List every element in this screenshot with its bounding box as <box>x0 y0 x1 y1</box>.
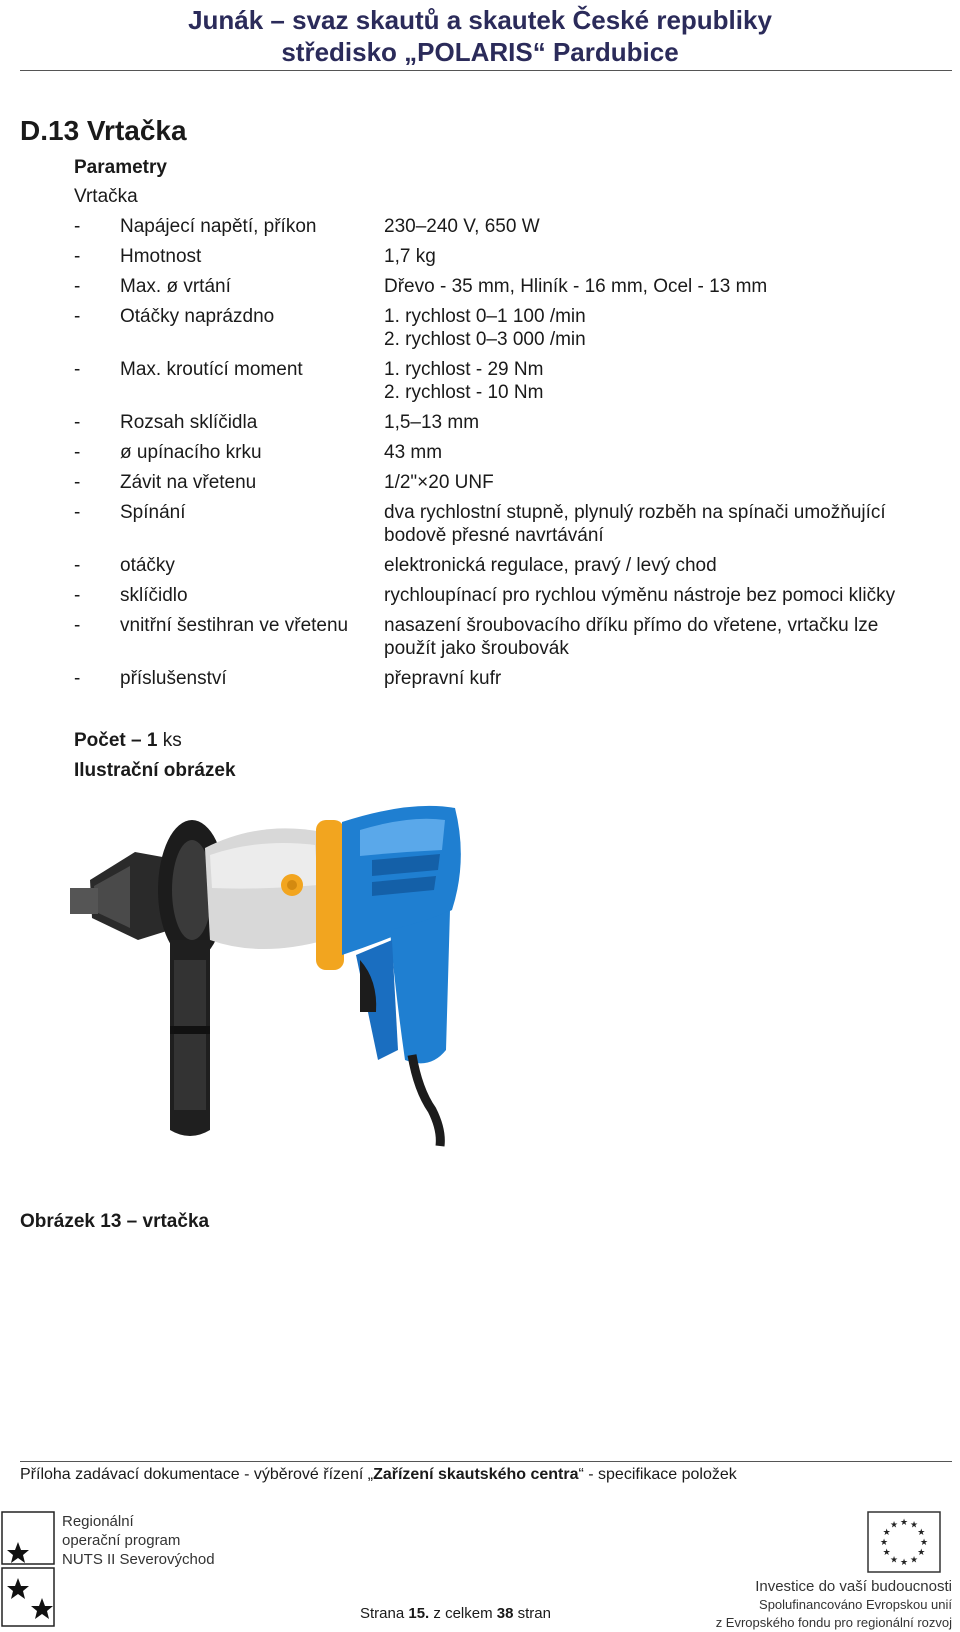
spec-value <box>384 215 944 238</box>
item-name: Vrtačka <box>74 186 138 207</box>
eu-star-icon: ★ <box>917 1547 926 1557</box>
spec-value-line: 1. rychlost - 29 Nm <box>384 359 544 380</box>
spec-value <box>384 554 944 577</box>
spec-value-line: 1. rychlost 0–1 100 /min <box>384 306 586 327</box>
spec-dash: - <box>74 442 81 463</box>
spec-value <box>384 584 944 607</box>
eu-star-icon: ★ <box>917 1527 926 1537</box>
drill-image <box>60 790 480 1150</box>
spec-label: Spínání <box>120 502 186 523</box>
spec-label: sklíčidlo <box>120 585 188 606</box>
spec-value <box>384 305 944 351</box>
eu-star-icon: ★ <box>899 1517 909 1527</box>
eu-star-icon: ★ <box>909 1554 919 1565</box>
spec-value <box>384 245 944 268</box>
page-current: 15. <box>408 1605 430 1622</box>
spec-label: Max. kroutící moment <box>120 359 303 380</box>
eu-line-3: z Evropského fondu pro regionální rozvoj <box>715 1615 952 1630</box>
spec-value <box>384 441 944 464</box>
spec-dash: - <box>74 502 81 523</box>
spec-value-line: 1,5–13 mm <box>384 412 480 433</box>
spec-dash: - <box>74 306 81 327</box>
spec-value-line: 230–240 V, 650 W <box>384 216 540 237</box>
header-line-2: středisko „POLARIS“ Pardubice <box>281 37 679 67</box>
count <box>74 730 182 752</box>
header-line-1: Junák – svaz skautů a skautek České republiky <box>188 5 772 35</box>
spec-value-line: 43 mm <box>384 442 443 463</box>
spec-value-line: elektronická regulace, pravý / levý chod <box>384 555 717 576</box>
spec-dash: - <box>74 246 81 267</box>
spec-label: Závit na vřetenu <box>120 472 257 493</box>
page-number <box>360 1605 551 1622</box>
rop-line-3: NUTS II Severovýchod <box>62 1551 215 1568</box>
spec-value-line: Dřevo - 35 mm, Hliník - 16 mm, Ocel - 13 mm <box>384 276 768 297</box>
figure-caption: Obrázek 13 – vrtačka <box>20 1211 210 1232</box>
params-heading: Parametry <box>74 157 167 178</box>
spec-label: Otáčky naprázdno <box>120 306 275 327</box>
spec-value-line: použít jako šroubovák <box>384 638 569 659</box>
footer-note-text-before: Příloha zadávací dokumentace - výběrové řízení „ <box>20 1466 374 1483</box>
page-total: 38 <box>496 1605 514 1622</box>
spec-dash: - <box>74 555 81 576</box>
spec-value <box>384 275 944 298</box>
page-prefix: Strana <box>360 1605 409 1622</box>
spec-value-line: nasazení šroubovacího dříku přímo do vřetene, vrtačku lze <box>384 615 879 636</box>
spec-value-line: dva rychlostní stupně, plynulý rozběh na spínači umožňující <box>384 502 886 523</box>
eu-star-icon: ★ <box>882 1547 891 1557</box>
spec-value-line: 1/2"×20 UNF <box>384 472 494 493</box>
count-number: 1 <box>146 730 158 751</box>
eu-star-icon: ★ <box>889 1554 899 1565</box>
spec-value-line: rychloupínací pro rychlou výměnu nástroje bez pomoci kličky <box>384 585 896 606</box>
illustration-heading: Ilustrační obrázek <box>74 760 236 781</box>
eu-star-icon: ★ <box>909 1519 919 1530</box>
spec-label: Rozsah sklíčidla <box>120 412 258 433</box>
eu-line-2: Spolufinancováno Evropskou unií <box>759 1597 952 1612</box>
footer-note-text-after: “ - specifikace položek <box>578 1466 737 1483</box>
eu-logo-text <box>700 1578 952 1632</box>
eu-star-icon: ★ <box>919 1537 929 1547</box>
spec-label: otáčky <box>120 555 175 576</box>
spec-dash: - <box>74 615 81 636</box>
spec-label: příslušenství <box>120 668 227 689</box>
spec-dash: - <box>74 276 81 297</box>
spec-dash: - <box>74 668 81 689</box>
footer-note-bold: Zařízení skautského centra <box>373 1466 579 1483</box>
spec-value-line: 2. rychlost - 10 Nm <box>384 382 544 403</box>
rop-line-2: operační program <box>62 1532 181 1549</box>
spec-value-line: 1,7 kg <box>384 246 436 267</box>
rop-line-1: Regionální <box>62 1513 134 1530</box>
footer-divider <box>20 1461 952 1462</box>
spec-label: Napájecí napětí, příkon <box>120 216 317 237</box>
section-title: D.13 Vrtačka <box>20 115 187 146</box>
eu-star-icon: ★ <box>889 1519 899 1530</box>
spec-dash: - <box>74 585 81 606</box>
spec-dash: - <box>74 412 81 433</box>
spec-value <box>384 471 944 494</box>
eu-star-icon: ★ <box>899 1557 909 1567</box>
spec-value <box>384 667 944 690</box>
rop-logo <box>0 1510 60 1628</box>
spec-label: Max. ø vrtání <box>120 276 231 297</box>
eu-star-icon: ★ <box>882 1527 891 1537</box>
spec-dash: - <box>74 216 81 237</box>
spec-value <box>384 614 944 660</box>
count-unit: ks <box>157 730 182 751</box>
spec-dash: - <box>74 472 81 493</box>
footer-note <box>20 1466 737 1484</box>
rop-logo-text <box>62 1512 215 1569</box>
spec-dash: - <box>74 359 81 380</box>
page-middle: z celkem <box>429 1605 497 1622</box>
spec-label: Hmotnost <box>120 246 202 267</box>
page-suffix: stran <box>513 1605 551 1622</box>
spec-value-line: 2. rychlost 0–3 000 /min <box>384 329 586 350</box>
eu-flag-logo <box>866 1510 942 1574</box>
spec-label: vnitřní šestihran ve vřetenu <box>120 615 349 636</box>
spec-label: ø upínacího krku <box>120 442 262 463</box>
eu-line-1: Investice do vaší budoucnosti <box>755 1578 952 1595</box>
count-label: Počet – <box>74 730 147 751</box>
spec-value-line: bodově přesné navrtávání <box>384 525 604 546</box>
header-divider <box>20 70 952 71</box>
eu-star-icon: ★ <box>879 1537 889 1547</box>
spec-value <box>384 411 944 434</box>
spec-value <box>384 501 944 547</box>
spec-value-line: přepravní kufr <box>384 668 502 689</box>
spec-value <box>384 358 944 404</box>
